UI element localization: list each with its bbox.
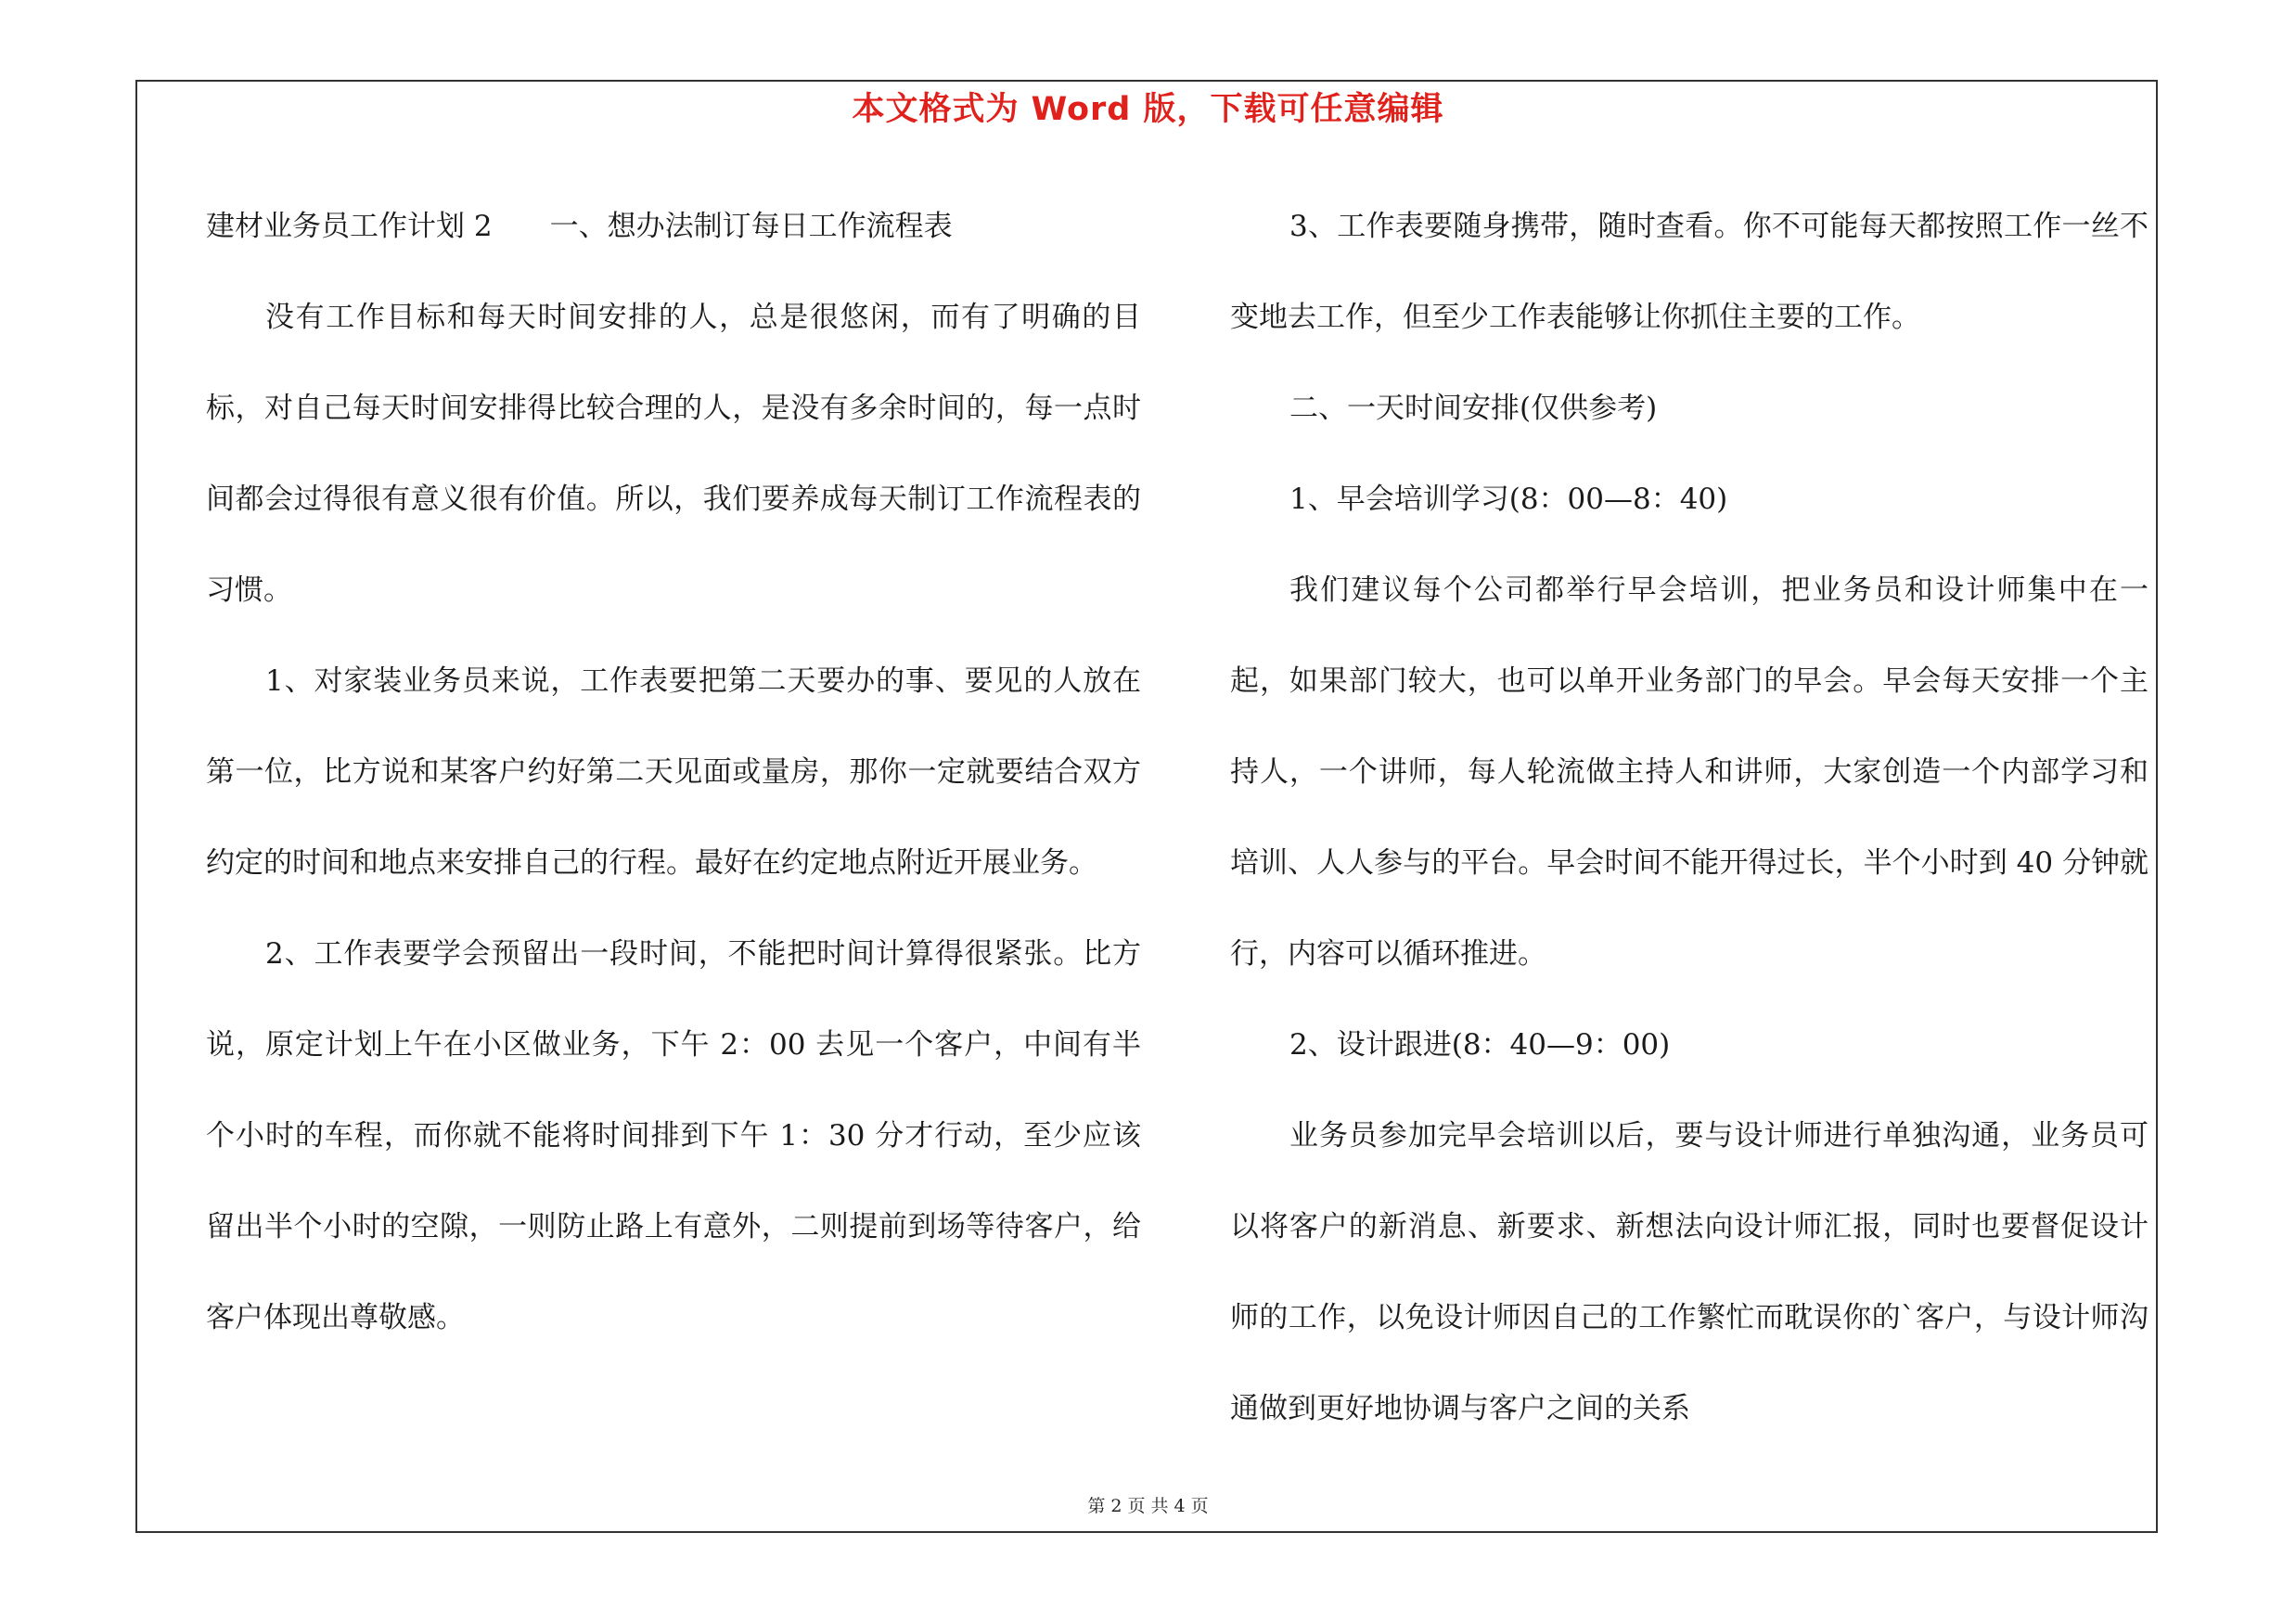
- page-number: 第 2 页 共 4 页: [1087, 1496, 1209, 1516]
- paragraph: 3、工作表要随身携带，随时查看。你不可能每天都按照工作一丝不变地去工作，但至少工作表能够让你抓住主要的工作。: [1230, 210, 2148, 334]
- subsection-heading: 1、早会培训学习(8：00—8：40): [1289, 483, 1728, 516]
- section-heading: 二、一天时间安排(仅供参考): [1289, 392, 1658, 425]
- document-heading: 建材业务员工作计划 2 一、想办法制订每日工作流程表: [206, 210, 953, 243]
- paragraph: 2、工作表要学会预留出一段时间，不能把时间计算得很紧张。比方说，原定计划上午在小区做业务，下午 2：00 去见一个客户，中间有半个小时的车程，而你就不能将时间排到下午 1：30 分才行动，至少应该留出半个小时的空隙，一则防止路上有意外，二则提前到场等待客户，给客户体现出尊敬感。: [206, 937, 1141, 1334]
- left-column: [206, 181, 1141, 1363]
- paragraph: 没有工作目标和每天时间安排的人，总是很悠闲，而有了明确的目标，对自己每天时间安排得比较合理的人，是没有多余时间的，每一点时间都会过得很有意义很有价值。所以，我们要养成每天制订工作流程表的习惯。: [206, 301, 1141, 607]
- paragraph: 我们建议每个公司都举行早会培训，把业务员和设计师集中在一起，如果部门较大，也可以单开业务部门的早会。早会每天安排一个主持人，一个讲师，每人轮流做主持人和讲师，大家创造一个内部学习和培训、人人参与的平台。早会时间不能开得过长，半个小时到 40 分钟就行，内容可以循环推进。: [1230, 573, 2148, 971]
- paragraph: 业务员参加完早会培训以后，要与设计师进行单独沟通，业务员可以将客户的新消息、新要求、新想法向设计师汇报，同时也要督促设计师的工作，以免设计师因自己的工作繁忙而耽误你的`客户，与设计师沟通做到更好地协调与客户之间的关系: [1230, 1119, 2148, 1425]
- right-column: [1230, 181, 2148, 1454]
- format-banner: 本文格式为 Word 版，下载可任意编辑: [852, 91, 1444, 128]
- paragraph: 1、对家装业务员来说，工作表要把第二天要办的事、要见的人放在第一位，比方说和某客户约好第二天见面或量房，那你一定就要结合双方约定的时间和地点来安排自己的行程。最好在约定地点附近开展业务。: [206, 664, 1141, 880]
- subsection-heading: 2、设计跟进(8：40—9：00): [1289, 1028, 1671, 1062]
